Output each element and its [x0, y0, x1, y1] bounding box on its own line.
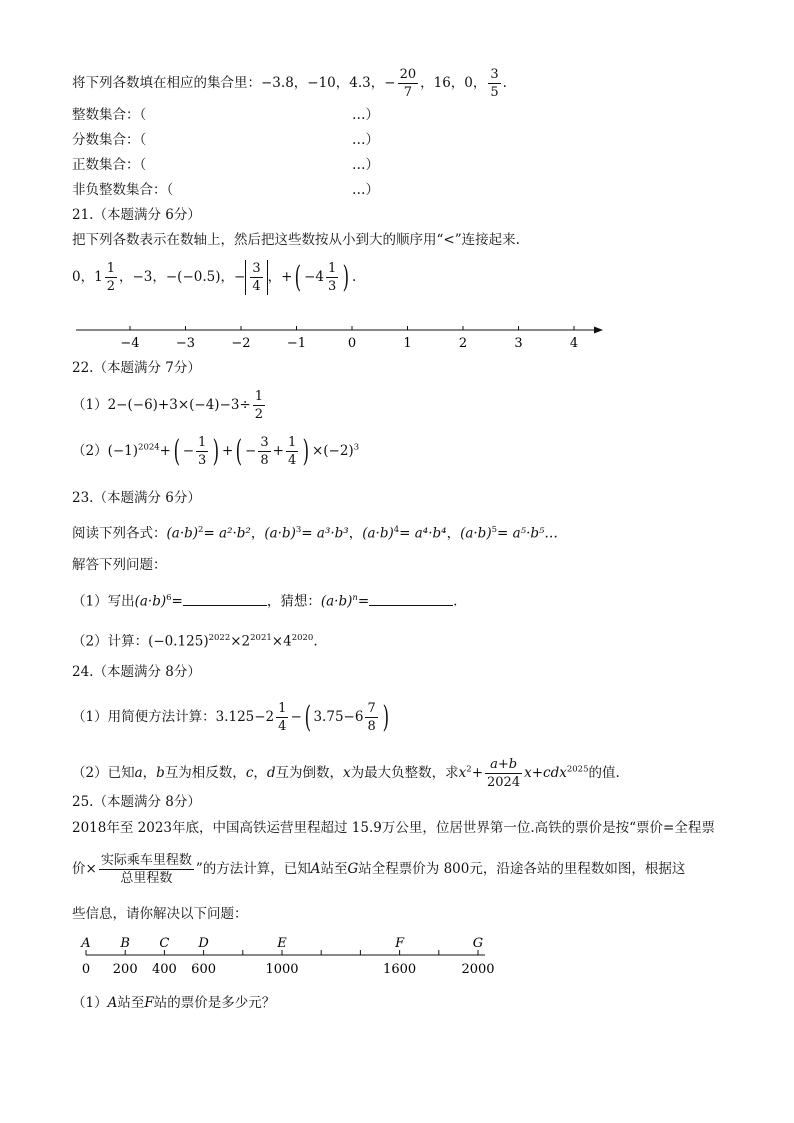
- mixed-number-neg4-1-3: −4 $\frac{1}{3}$: [304, 261, 337, 294]
- station-distance: 0: [81, 962, 91, 977]
- arrow-right-icon: [594, 327, 603, 334]
- set-positive-label: 正数集合：（: [72, 157, 147, 173]
- q23-part1: （1）写出$(a\cdot b)^6=$ ，猜想：$(a\cdot b)^n=$ .: [72, 588, 457, 612]
- q25-line1: 2018年至 2023年底，中国高铁运营里程超过 15.9万公里，位居世界第一位.高铁的票价是按“票价=全程票: [72, 820, 715, 836]
- station-diagram: [0, 933, 794, 983]
- station-label: A: [81, 936, 91, 951]
- set-nonnegative-integers-label: 非负整数集合：（: [72, 182, 174, 198]
- set-fractions-end: …）: [352, 132, 379, 148]
- station-distance: 1600: [383, 962, 417, 977]
- fraction-3-5: $\frac{3}{5}$: [490, 67, 499, 100]
- absolute-value-3-4: $\frac{3}{4}$: [245, 260, 267, 295]
- q24-part2: （2）已知a，b互为相反数，c，d互为倒数，x为最大负整数，求$x^2+$ $\frac{a+b}{2024}$ x+cdx$^{2025}$的值.: [72, 757, 620, 790]
- axis-tick-label: 3: [514, 336, 523, 351]
- axis-tick-label: 1: [403, 336, 412, 351]
- intro-mid: ，16，0，: [420, 75, 487, 91]
- number-line: [0, 318, 794, 358]
- station-distance: 200: [112, 962, 138, 977]
- q21-numbers: 0，1 $\frac{1}{2}$ ，−3，−(−0.5)，− $\frac{3}{4}$ ，+( −4 $\frac{1}{3}$ ) .: [72, 259, 357, 295]
- axis-tick-label: 4: [569, 336, 579, 351]
- set-integers-label: 整数集合：（: [72, 107, 147, 123]
- station-label: G: [472, 936, 484, 951]
- answer-blank-2[interactable]: [369, 591, 453, 606]
- q21-instruction: 把下列各数表示在数轴上，然后把这些数按从小到大的顺序用“<”连接起来.: [72, 232, 520, 248]
- station-distance: 1000: [265, 962, 299, 977]
- q24-header: 24.（本题满分 8分）: [72, 664, 201, 680]
- q25-part1: （1）A站至F站的票价是多少元？: [72, 995, 276, 1011]
- q23-solve: 解答下列问题：: [72, 557, 167, 573]
- axis-tick-label: 2: [458, 336, 468, 351]
- axis-tick-label: −4: [120, 336, 140, 351]
- station-distance: 600: [191, 962, 217, 977]
- q21-header: 21.（本题满分 6分）: [72, 207, 201, 223]
- q25-line2: 价× $\frac{\text{实际乘车里程数}}{\text{总里程数}}$ ”的方法计算，已知A站至G站全程票价为 800元，沿途各站的里程数如图，根据这: [72, 853, 686, 886]
- q23-header: 23.（本题满分 6分）: [72, 490, 201, 506]
- intro-line: 将下列各数填在相应的集合里：−3.8，−10，4.3，− $\frac{20}{7}$ ，16，0， $\frac{3}{5}$ .: [72, 67, 507, 100]
- q22-header: 22.（本题满分 7分）: [72, 360, 201, 376]
- q25-header: 25.（本题满分 8分）: [72, 794, 201, 810]
- answer-blank-1[interactable]: [183, 591, 267, 606]
- station-label: E: [277, 936, 287, 951]
- station-label: F: [395, 936, 405, 951]
- intro-text: 将下列各数填在相应的集合里：−3.8，−10，4.3，−: [72, 75, 396, 91]
- set-integers-end: …）: [352, 107, 379, 123]
- fraction-20-7: $\frac{20}{7}$: [399, 67, 417, 100]
- q23-part2: （2）计算：$(-0.125)^{2022}\times 2^{2021}\times 4^{2020}$.: [72, 633, 318, 650]
- q25-line3: 些信息，请你解决以下问题：: [72, 906, 248, 922]
- axis-tick-label: 0: [347, 336, 357, 351]
- set-nonnegative-integers-end: …）: [352, 182, 379, 198]
- q24-part1: （1）用简便方法计算：3.125−2 $\frac{1}{4}$ −( 3.75−6 $\frac{7}{8}$ ): [72, 699, 389, 735]
- axis-tick-label: −1: [286, 336, 307, 351]
- station-label: B: [120, 936, 130, 951]
- station-label: D: [198, 936, 209, 951]
- set-positive-end: …）: [352, 157, 379, 173]
- axis-tick-label: −3: [175, 336, 196, 351]
- set-fractions-label: 分数集合：（: [72, 132, 147, 148]
- station-distance: 2000: [461, 962, 495, 977]
- q23-read: 阅读下列各式：$(a\cdot b)^2= a^2\cdot b^2$，$(a\cdot b)^3= a^3\cdot b^3$，$(a\cdot b)^4= a^4\cdot b^4$，$(a\cdot b)^5=$ a⁵·b⁵…: [72, 525, 558, 542]
- station-label: C: [159, 936, 170, 951]
- q22-part2: $(2)(-1)^{2024}+$( − $\frac{1}{3}$ ) +( − $\frac{3}{8}$ + $\frac{1}{4}$ ) $\times(-2)^3$: [72, 433, 360, 469]
- station-distance: 400: [151, 962, 177, 977]
- axis-tick-label: −2: [231, 336, 251, 351]
- mixed-number-1-1-2: 1 $\frac{1}{2}$: [94, 261, 115, 294]
- q22-part1: （1）2−(−6)+3×(−4)−3÷ $\frac{1}{2}$: [72, 389, 264, 422]
